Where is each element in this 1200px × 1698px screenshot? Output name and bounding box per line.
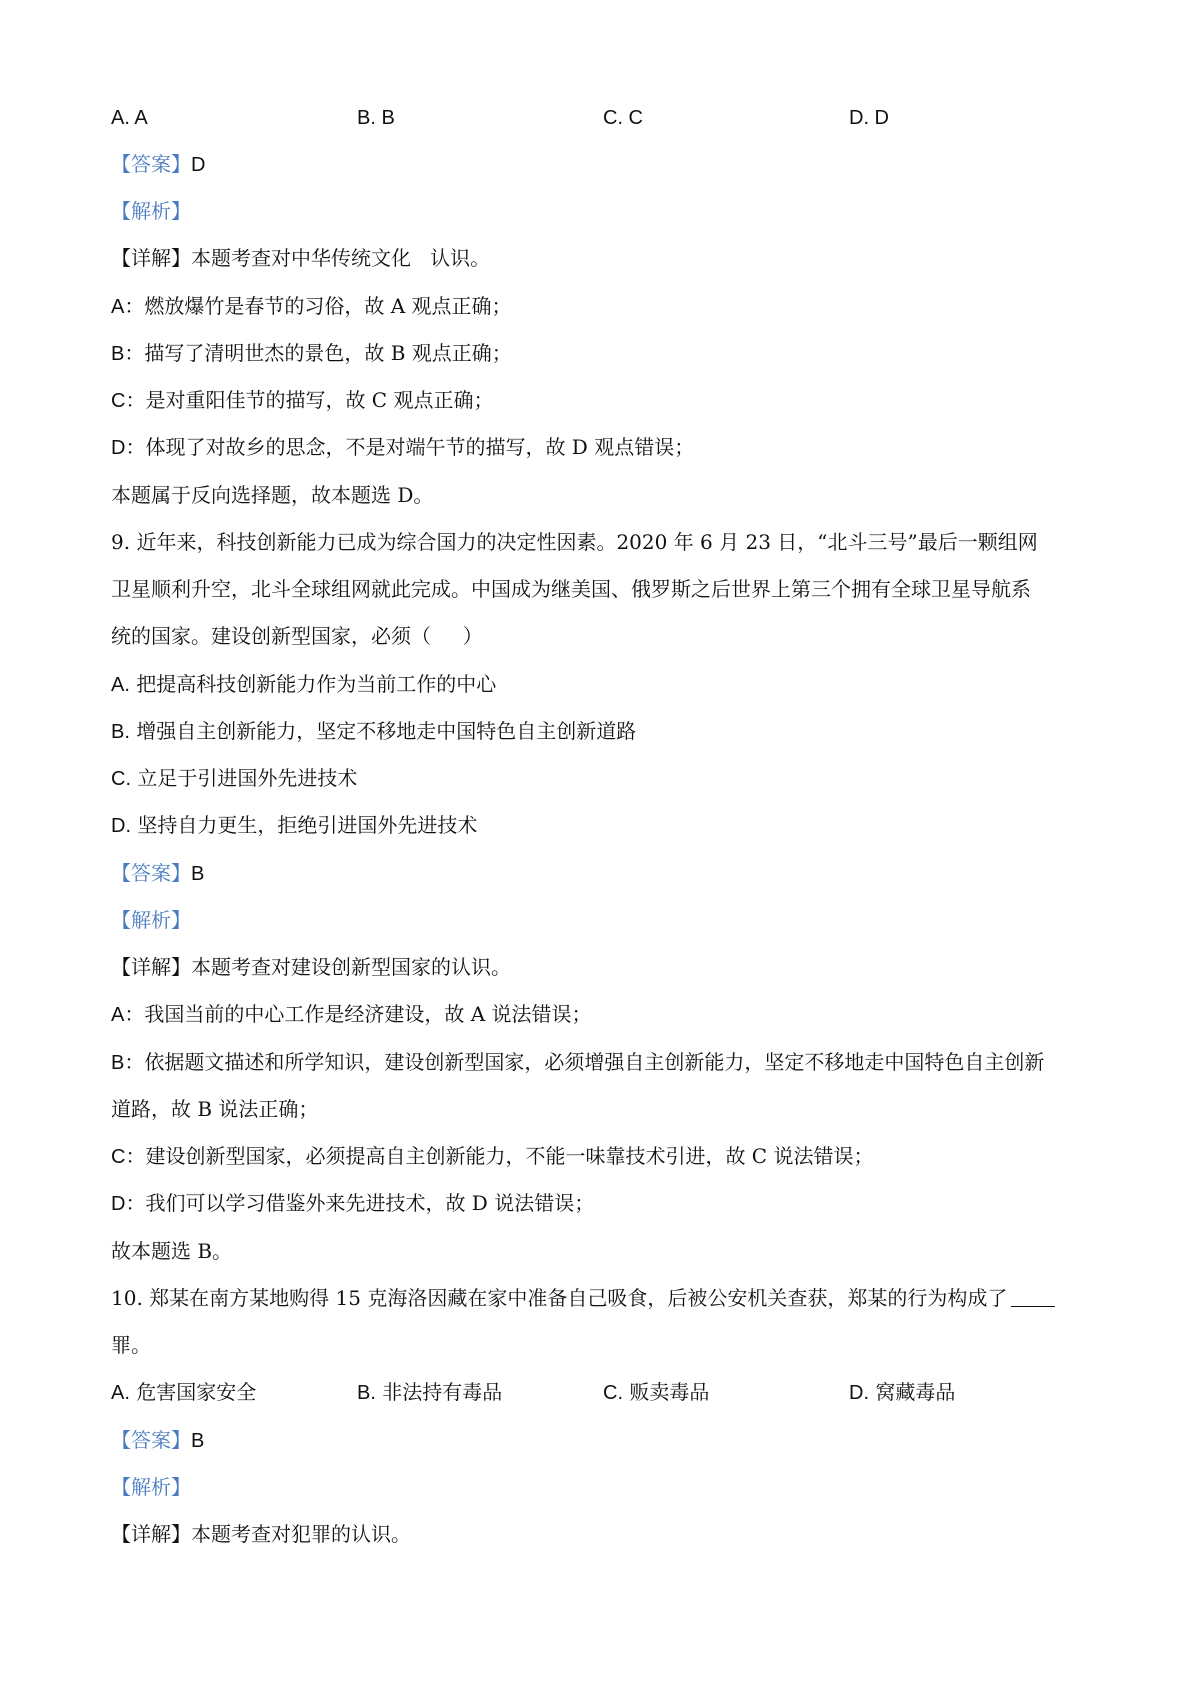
q10-analysis-tag: 【解析】 — [111, 1475, 191, 1499]
q9-option-a: A. 把提高科技创新能力作为当前工作的中心 — [111, 672, 497, 696]
q9-option-d: D. 坚持自力更生，拒绝引进国外先进技术 — [111, 813, 478, 837]
detail-text: 本题考查对建设创新型国家的认识。 — [191, 955, 511, 979]
q9-point-c: C：建设创新型国家，必须提高自主创新能力，不能一味靠技术引进，故 C 说法错误； — [111, 1144, 874, 1168]
q9-detail — [111, 953, 1101, 981]
answer-value: D — [191, 154, 206, 176]
q9-point-b: B：依据题文描述和所学知识，建设创新型国家，必须增强自主创新能力，坚定不移地走中国特色自主创新 — [111, 1050, 1045, 1074]
prev-point-a: A：燃放爆竹是春节的习俗，故 A 观点正确； — [111, 294, 512, 318]
q9-option-c: C. 立足于引进国外先进技术 — [111, 766, 358, 790]
prev-point-b: B：描写了清明世杰的景色，故 B 观点正确； — [111, 341, 512, 365]
prev-option-c: C. C — [603, 107, 643, 129]
detail-tag: 【详解】 — [111, 955, 191, 979]
prev-analysis-tag: 【解析】 — [111, 199, 191, 223]
q9-stem-line-2: 卫星顺利升空，北斗全球组网就此完成。中国成为继美国、俄罗斯之后世界上第三个拥有全球卫星导航系 — [111, 577, 1031, 601]
q10-detail — [111, 1520, 1101, 1548]
q10-stem-line-1: 10. 郑某在南方某地购得 15 克海洛因藏在家中准备自己吸食，后被公安机关查获，郑某的行为构成了 — [111, 1284, 1101, 1312]
prev-point-c: C：是对重阳佳节的描写，故 C 观点正确； — [111, 388, 494, 412]
q10-option-b: B. 非法持有毒品 — [357, 1380, 503, 1404]
q9-point-a: A：我国当前的中心工作是经济建设，故 A 说法错误； — [111, 1002, 592, 1026]
answer-tag: 【答案】 — [111, 1428, 191, 1452]
answer-tag: 【答案】 — [111, 861, 191, 885]
q9-point-b-cont: 道路，故 B 说法正确； — [111, 1097, 319, 1121]
q9-stem-line-3: 统的国家。建设创新型国家，必须（ ） — [111, 624, 483, 648]
q9-stem-line-1: 9. 近年来，科技创新能力已成为综合国力的决定性因素。2020 年 6 月 23 日，“北斗三号”最后一颗组网 — [111, 530, 1038, 554]
prev-detail — [111, 244, 1101, 272]
q10-answer — [111, 1426, 1101, 1455]
q9-option-b: B. 增强自主创新能力，坚定不移地走中国特色自主创新道路 — [111, 719, 637, 743]
q9-analysis-tag: 【解析】 — [111, 908, 191, 932]
detail-text: 本题考查对中华传统文化 认识。 — [191, 246, 491, 270]
q9-answer — [111, 859, 1101, 888]
prev-conclusion: 本题属于反向选择题，故本题选 D。 — [111, 483, 434, 507]
q10-stem-line-2: 罪。 — [111, 1333, 151, 1357]
answer-value: B — [191, 863, 205, 885]
q10-option-c: C. 贩卖毒品 — [603, 1380, 710, 1404]
prev-option-d: D. D — [849, 107, 889, 129]
answer-blank — [1011, 1306, 1055, 1307]
q10-option-d: D. 窝藏毒品 — [849, 1380, 956, 1404]
prev-answer — [111, 150, 1101, 179]
detail-tag: 【详解】 — [111, 1522, 191, 1546]
detail-text: 本题考查对犯罪的认识。 — [191, 1522, 411, 1546]
prev-option-a: A. A — [111, 107, 148, 129]
answer-value: B — [191, 1430, 205, 1452]
q10-option-a: A. 危害国家安全 — [111, 1380, 257, 1404]
prev-option-b: B. B — [357, 107, 395, 129]
detail-tag: 【详解】 — [111, 246, 191, 270]
q9-point-d: D：我们可以学习借鉴外来先进技术，故 D 说法错误； — [111, 1191, 595, 1215]
q9-conclusion: 故本题选 B。 — [111, 1239, 233, 1263]
answer-tag: 【答案】 — [111, 152, 191, 176]
prev-point-d: D：体现了对故乡的思念，不是对端午节的描写，故 D 观点错误； — [111, 435, 695, 459]
